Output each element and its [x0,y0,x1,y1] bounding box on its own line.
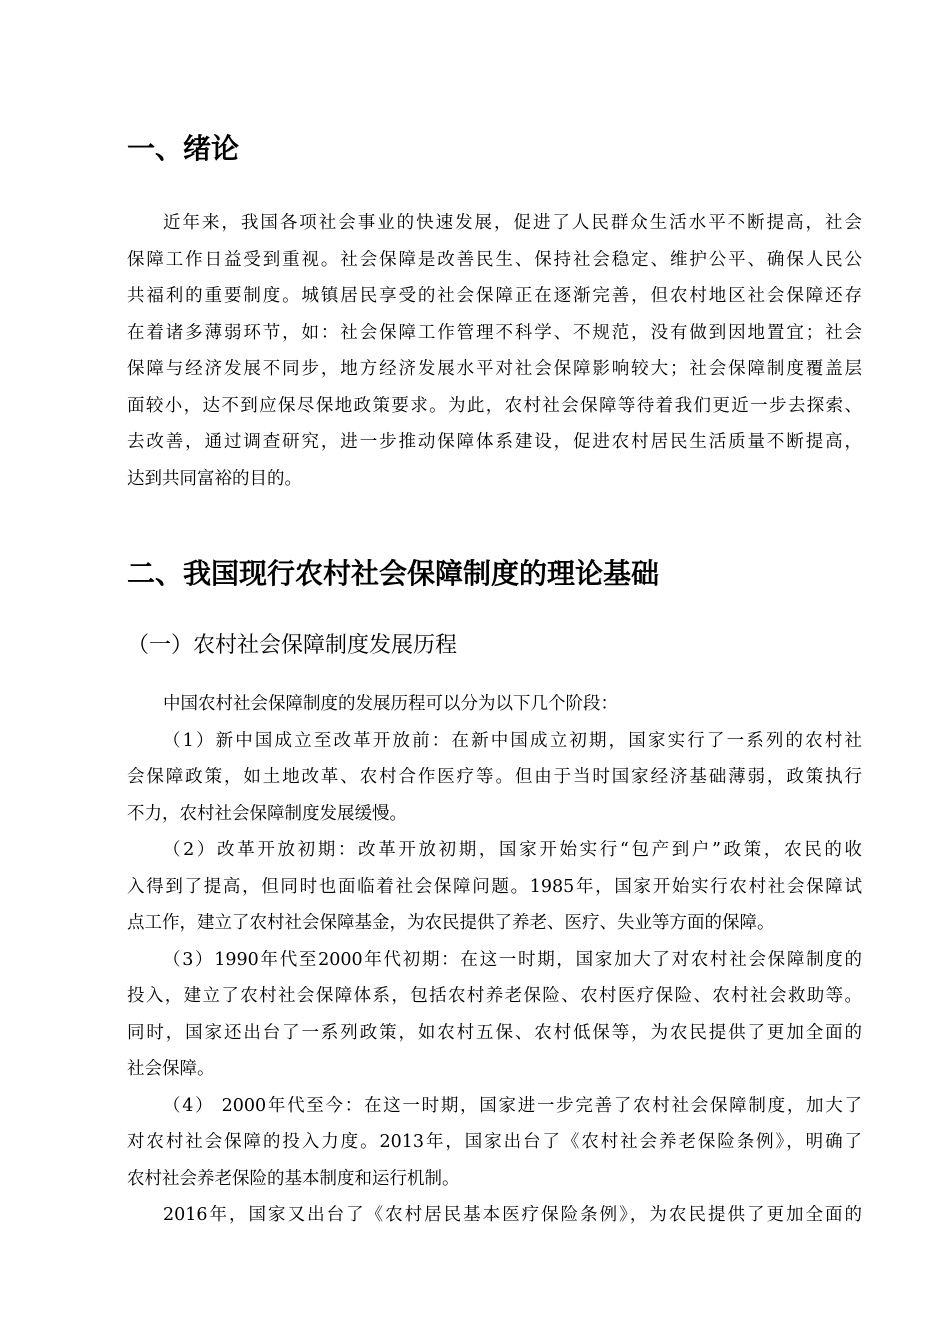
paragraph-line: 不力，农村社会保障制度发展缓慢。 [127,803,407,824]
paragraph-line: 会保障政策，如土地改革、农村合作医疗等。但由于当时国家经济基础薄弱，政策执行 [127,767,862,787]
paragraph-line: 2016年，国家又出台了《农村居民基本医疗保险条例》，为农民提供了更加全面的 [163,1205,862,1225]
paragraph-line: （3）1990年代至2000年代初期：在这一时期，国家加大了对农村社会保障制度的 [163,949,862,970]
paragraph-line: 共福利的重要制度。城镇居民享受的社会保障正在逐渐完善，但农村地区社会保障还存 [127,286,862,306]
subsection-1-heading: （一）农村社会保障制度发展历程 [127,633,458,658]
paragraph-line: 去改善，通过调查研究，进一步推动保障体系建设，促进农村居民生活质量不断提高， [127,432,862,452]
paragraph-line: 社会保障。 [127,1059,215,1079]
paragraph-line: 点工作，建立了农村社会保障基金，为农民提供了养老、医疗、失业等方面的保障。 [127,913,775,933]
paragraph-line: 入得到了提高，但同时也面临着社会保障问题。1985年，国家开始实行农村社会保障试 [127,876,862,897]
section-1-heading: 一、绪论 [127,132,240,165]
paragraph-line: 达到共同富裕的目的。 [127,468,302,489]
paragraph-line: （2）改革开放初期：改革开放初期，国家开始实行“包产到户”政策，农民的收 [163,840,862,860]
section-1-paragraph [127,205,862,497]
paragraph-line: 农村社会养老保险的基本制度和运行机制。 [127,1168,460,1189]
paragraph-line: 投入，建立了农村社会保障体系，包括农村养老保险、农村医疗保险、农村社会救助等。 [127,986,862,1006]
paragraph-line: 保障工作日益受到重视。社会保障是改善民生、保持社会稳定、维护公平、确保人民公 [127,249,862,270]
paragraph-line: 同时，国家还出台了一系列政策，如农村五保、农村低保等，为农民提供了更加全面的 [127,1022,862,1043]
paragraph-line: 面较小，达不到应保尽保地政策要求。为此，农村社会保障等待着我们更近一步去探索、 [127,395,862,416]
paragraph-line: 近年来，我国各项社会事业的快速发展，促进了人民群众生活水平不断提高，社会 [163,213,862,233]
paragraph-line: 保障与经济发展不同步，地方经济发展水平对社会保障影响较大；社会保障制度覆盖层 [127,359,862,379]
paragraph-line: 对农村社会保障的投入力度。2013年，国家出台了《农村社会养老保险条例》，明确了 [127,1132,862,1152]
paragraph-line: （1）新中国成立至改革开放前：在新中国成立初期，国家实行了一系列的农村社 [163,730,862,751]
paragraph-line: （4） 2000年代至今：在这一时期，国家进一步完善了农村社会保障制度，加大了 [163,1095,862,1116]
subsection-1-body [127,686,862,1234]
section-2-heading: 二、我国现行农村社会保障制度的理论基础 [127,557,660,590]
paragraph-line: 中国农村社会保障制度的发展历程可以分为以下几个阶段： [163,694,618,714]
paragraph-line: 在着诸多薄弱环节，如：社会保障工作管理不科学、不规范，没有做到因地置宜；社会 [127,322,862,343]
